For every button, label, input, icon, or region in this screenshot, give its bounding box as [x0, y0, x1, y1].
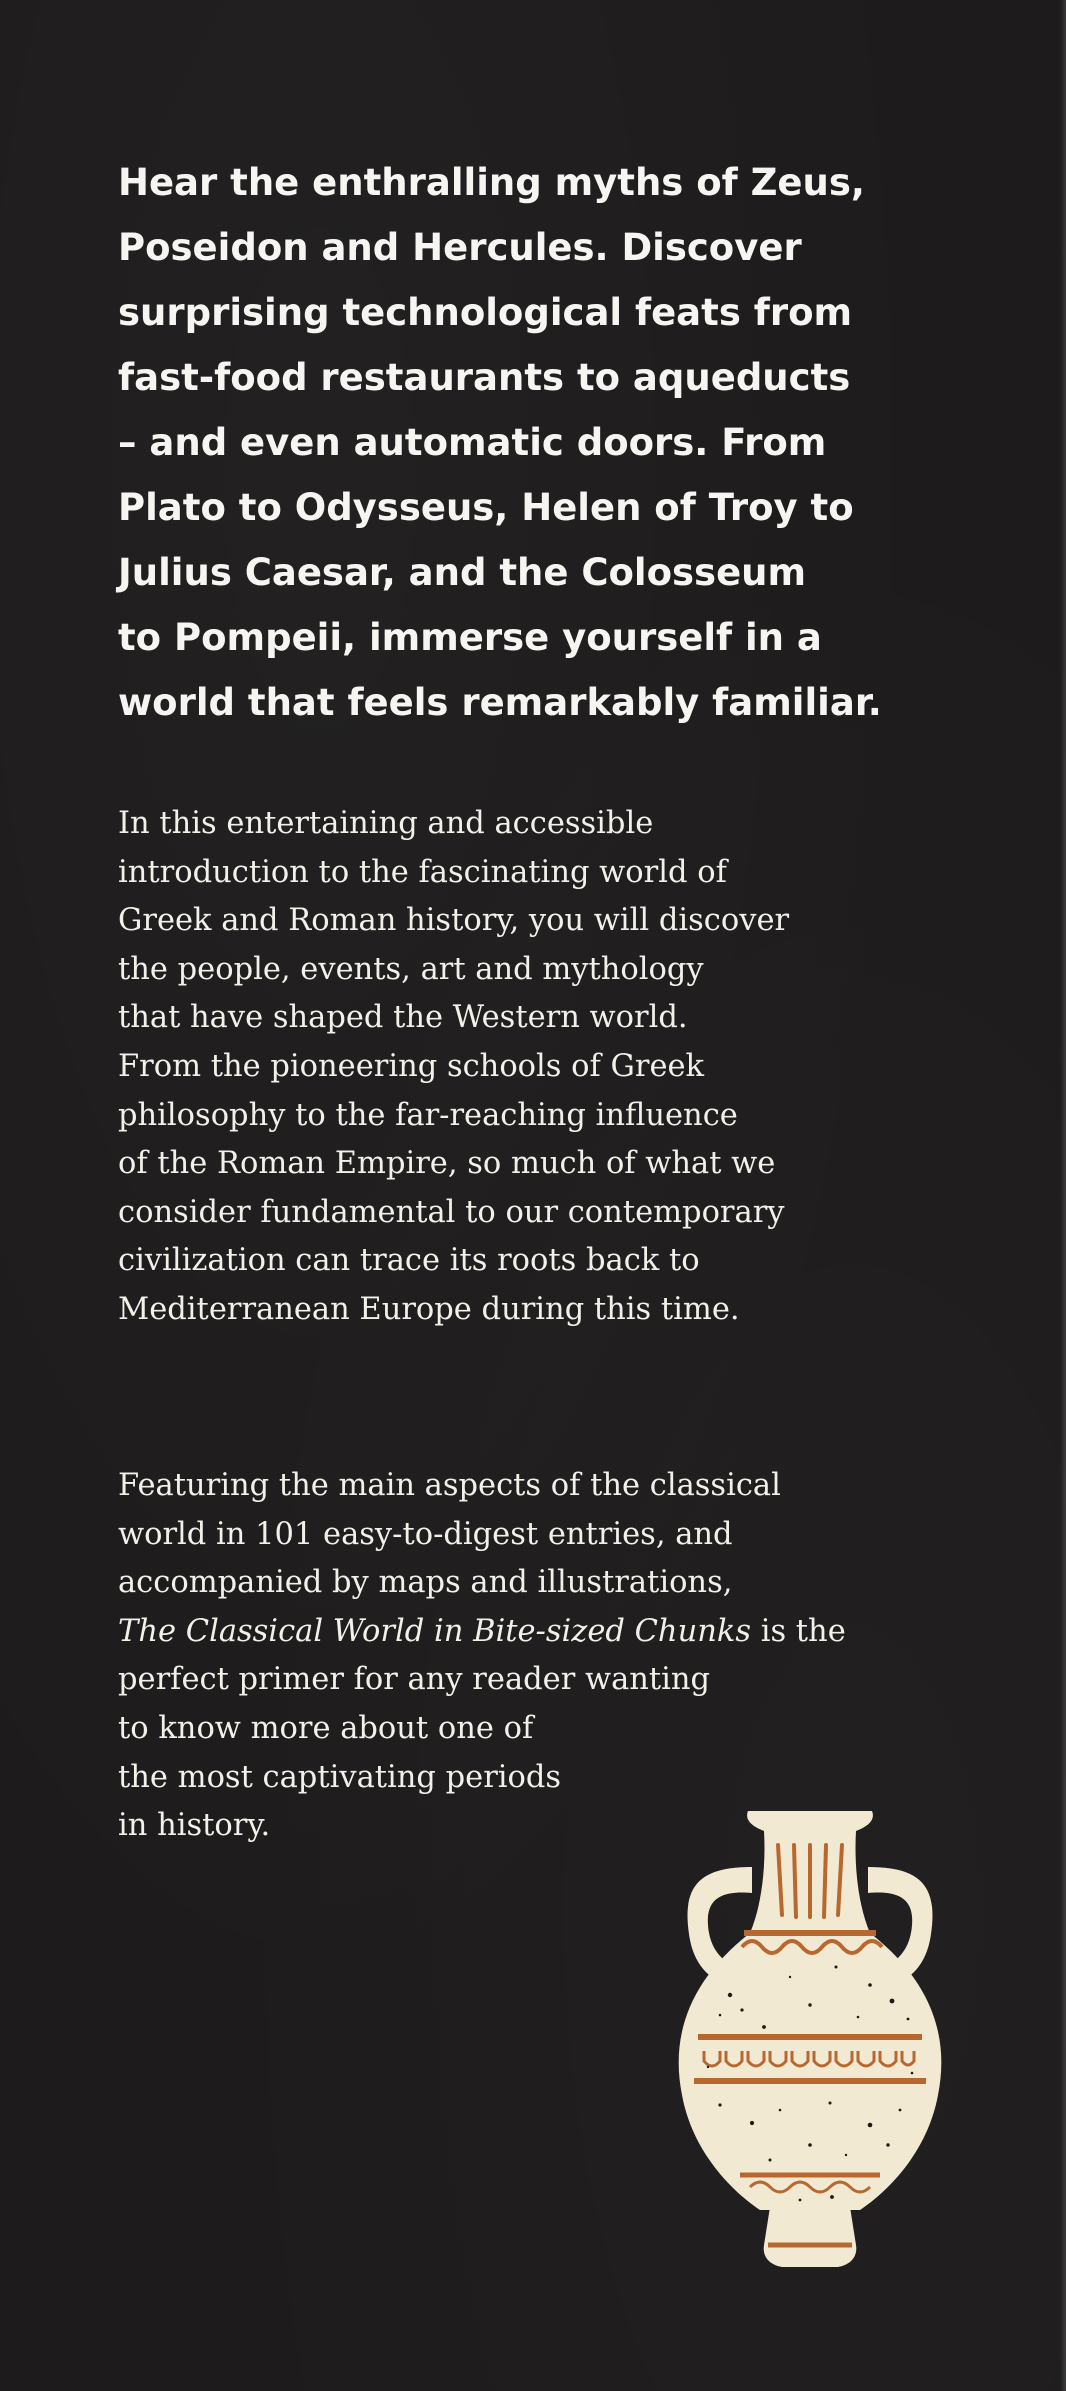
- headline-line: to Pompeii, immerse yourself in a: [118, 616, 822, 659]
- paragraph-line: perfect primer for any reader wanting: [118, 1662, 711, 1698]
- paragraph-line: Mediterranean Europe during this time.: [118, 1291, 740, 1327]
- paragraph-line: in history.: [118, 1808, 271, 1844]
- paragraph-line: [118, 1608, 978, 1657]
- paragraph-line: Greek and Roman history, you will discover: [118, 903, 790, 939]
- paragraph-line: to know more about one of: [118, 1710, 534, 1746]
- amphora-illustration: [660, 1805, 960, 2280]
- description-paragraph: [118, 800, 978, 1335]
- headline-line: fast-food restaurants to aqueducts: [118, 356, 851, 399]
- cover-edge: [1060, 0, 1066, 2391]
- book-title: The Classical World in Bite-sized Chunks: [118, 1613, 751, 1649]
- paragraph-line: Featuring the main aspects of the classical: [118, 1468, 781, 1503]
- paragraph-line: accompanied by maps and illustrations,: [118, 1565, 733, 1601]
- paragraph-line: the most captivating periods: [118, 1759, 562, 1795]
- paragraph-line: of the Roman Empire, so much of what we: [118, 1146, 776, 1182]
- headline-line: Plato to Odysseus, Helen of Troy to: [118, 486, 854, 529]
- headline-line: surprising technological feats from: [118, 291, 853, 334]
- paragraph-line-suffix: is the: [751, 1613, 846, 1649]
- headline-line: Julius Caesar, and the Colosseum: [118, 551, 807, 594]
- paragraph-line: introduction to the fascinating world of: [118, 854, 727, 890]
- headline-line: Hear the enthralling myths of Zeus,: [118, 161, 865, 204]
- headline-line: – and even automatic doors. From: [118, 421, 827, 464]
- paragraph-line: philosophy to the far-reaching influence: [118, 1097, 738, 1133]
- paragraph-line: the people, events, art and mythology: [118, 951, 704, 987]
- headline-line: Poseidon and Hercules. Discover: [118, 226, 802, 269]
- headline-line: world that feels remarkably familiar.: [118, 681, 882, 724]
- paragraph-line: consider fundamental to our contemporary: [118, 1194, 785, 1230]
- amphora-foot: [764, 2207, 857, 2267]
- paragraph-line: From the pioneering schools of Greek: [118, 1048, 705, 1084]
- paragraph-line: civilization can trace its roots back to: [118, 1243, 700, 1279]
- paragraph-line: that have shaped the Western world.: [118, 1000, 688, 1036]
- features-paragraph: [118, 1462, 978, 1851]
- paragraph-line: In this entertaining and accessible: [118, 806, 654, 841]
- amphora-lip: [747, 1811, 873, 1831]
- paragraph-line: world in 101 easy-to-digest entries, and: [118, 1516, 733, 1552]
- headline-blurb: [118, 150, 1018, 735]
